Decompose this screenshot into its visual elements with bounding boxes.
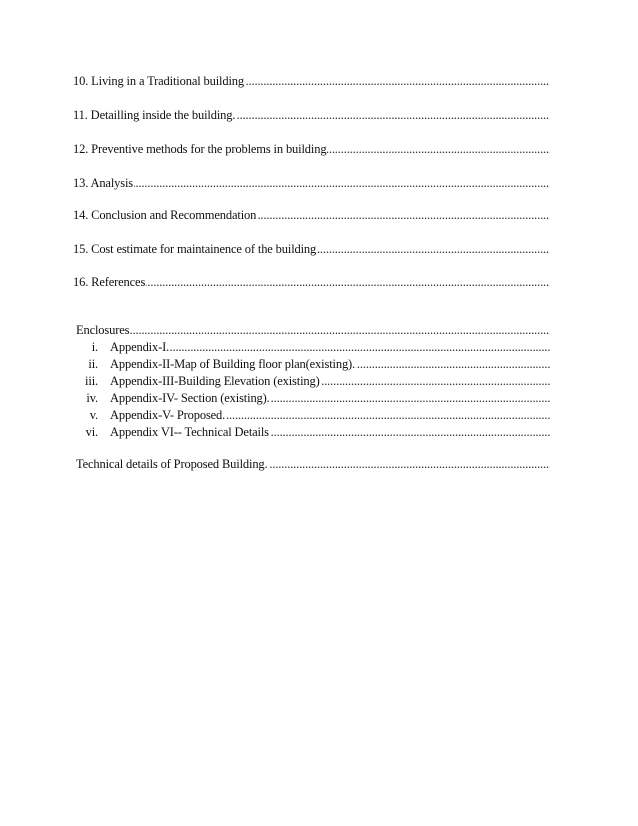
dot-leader: [76, 322, 550, 338]
enclosures-heading: [76, 322, 550, 338]
toc-entry-16: [73, 274, 550, 290]
enclosure-number: i.: [76, 339, 98, 355]
technical-details-label: Technical details of Proposed Building.: [76, 457, 268, 471]
toc-entry-label: 15. Cost estimate for maintainence of the building: [73, 242, 317, 256]
enclosure-label: Appendix-IV- Section (existing).: [110, 391, 270, 405]
technical-details-entry: [76, 456, 550, 472]
toc-entry-label: 12. Preventive methods for the problems in building: [73, 142, 327, 156]
toc-entry-10: [73, 73, 550, 89]
enclosure-number: ii.: [76, 356, 98, 372]
enclosure-label: Appendix-V- Proposed.: [110, 408, 226, 422]
toc-entry-label: 11. Detailling inside the building.: [73, 108, 236, 122]
enclosure-number: v.: [76, 407, 98, 423]
toc-entry-label: 16. References: [73, 275, 146, 289]
toc-entry-label: 13. Analysis: [73, 176, 134, 190]
enclosure-item-iii: [76, 373, 550, 389]
dot-leader: [73, 175, 550, 191]
enclosure-item-v: [76, 407, 550, 423]
enclosure-number: iii.: [76, 373, 98, 389]
toc-entry-label: 14. Conclusion and Recommendation: [73, 208, 257, 222]
toc-entry-12: [73, 141, 550, 157]
enclosure-number: vi.: [76, 424, 98, 440]
enclosure-item-ii: [76, 356, 550, 372]
enclosures-heading-label: Enclosures: [76, 323, 130, 337]
enclosure-item-vi: [76, 424, 550, 440]
toc-entry-11: [73, 107, 550, 123]
toc-entry-14: [73, 207, 550, 223]
enclosure-number: iv.: [76, 390, 98, 406]
toc-entry-13: [73, 175, 550, 191]
toc-entry-15: [73, 241, 550, 257]
dot-leader: [110, 339, 550, 355]
toc-entry-label: 10. Living in a Traditional building: [73, 74, 244, 88]
enclosure-item-iv: [76, 390, 550, 406]
enclosure-label: Appendix-III-Building Elevation (existing): [110, 374, 320, 388]
enclosure-label: Appendix-I.: [110, 340, 170, 354]
enclosure-label: Appendix VI-- Technical Details: [110, 425, 269, 439]
enclosure-item-i: [76, 339, 550, 355]
enclosure-label: Appendix-II-Map of Building floor plan(existing).: [110, 357, 356, 371]
